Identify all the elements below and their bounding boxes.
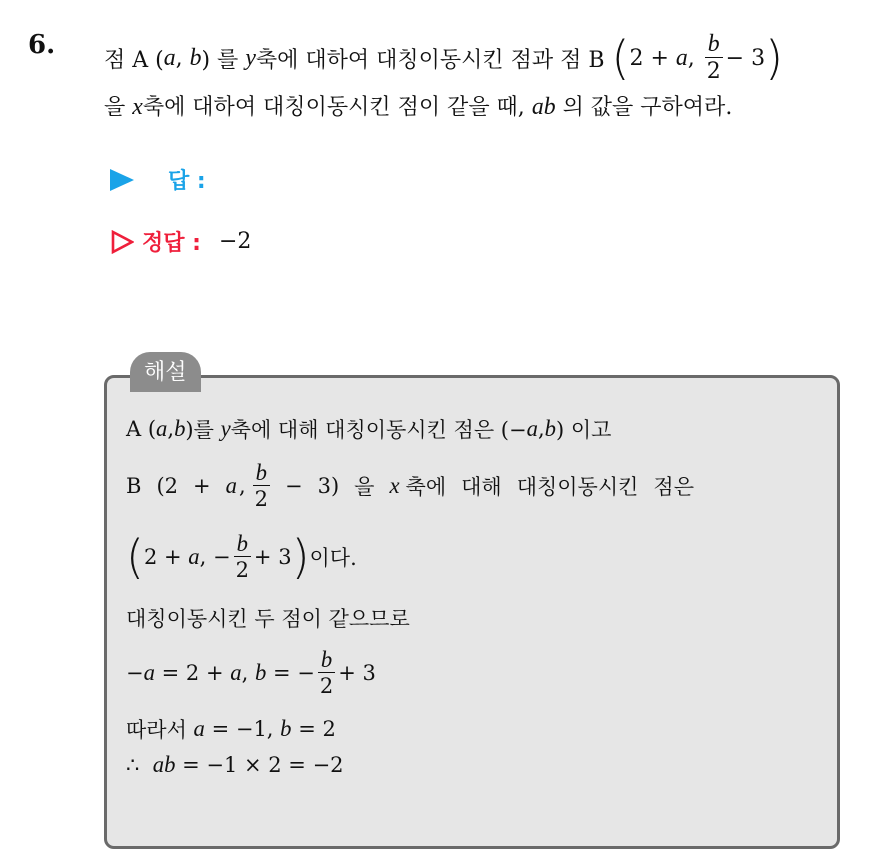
ex1-comma: , [167, 417, 175, 441]
q1-comma: , [175, 45, 183, 71]
ex2-text-6: 3) [317, 474, 340, 498]
var-a: a [143, 660, 155, 685]
answer-label: 답 : [168, 169, 206, 194]
var-a: a [526, 416, 538, 441]
ex5-text-3: , [241, 661, 249, 685]
q2-text-3: 의 값을 구하여라. [562, 95, 733, 120]
therefore-symbol: ∴ [126, 753, 140, 777]
ex5-text-2: = 2 + [161, 661, 224, 685]
explanation-line-3 [126, 528, 357, 586]
explanation-line-5 [126, 645, 376, 701]
var-a: a [230, 660, 242, 685]
var-a: a [193, 716, 205, 741]
var-a: a [156, 416, 168, 441]
fraction-b-over-2 [318, 646, 335, 699]
answer-row [110, 164, 206, 195]
correct-label: 정답 : [142, 231, 201, 256]
var-b: b [544, 416, 556, 441]
problem-number: 6. [28, 30, 56, 60]
explanation-line-2 [126, 458, 709, 514]
fraction-denominator: 2 [235, 558, 249, 583]
ex7-text-2: = −1 × 2 = −2 [182, 753, 344, 777]
var-b: b [280, 716, 292, 741]
explanation-tag: 해설 [130, 352, 201, 392]
var-a: a [225, 473, 237, 498]
ex6-text-3: = 2 [298, 717, 336, 741]
fraction-numerator: b [253, 462, 270, 487]
correct-value: −2 [218, 229, 252, 254]
explanation-line-4 [126, 603, 410, 633]
ex4-text: 대칭이동시킨 두 점이 같으므로 [126, 607, 410, 631]
q2-text-2: 축에 대하여 대칭이동시킨 점이 같을 때, [142, 95, 525, 120]
q1-text-3: 축에 대하여 대칭이동시킨 점과 점 B [255, 47, 605, 73]
fraction-denominator: 2 [319, 674, 334, 699]
ex2-text-3: + [193, 474, 211, 498]
ex1-text-3: 축에 대해 대칭이동시킨 점은 (− [230, 418, 527, 442]
left-paren: ( [611, 31, 630, 85]
ex2-text-7: 을 [354, 475, 375, 499]
fraction-numerator: b [705, 33, 723, 59]
fraction-b-over-2 [253, 459, 270, 512]
ex1-text-1: A ( [126, 417, 157, 441]
ex5-text-4: = − [272, 661, 315, 685]
ex2-text-1: B [126, 474, 142, 498]
var-b: b [174, 416, 186, 441]
ex2-text-5: − [284, 474, 303, 498]
q1-text-2: ) 를 [201, 47, 239, 73]
outline-triangle-icon [110, 230, 134, 254]
fraction-numerator: b [234, 533, 251, 558]
var-y: y [245, 44, 256, 71]
var-x: x [389, 473, 400, 498]
ex3-text-4: 이다. [309, 546, 357, 570]
var-b: b [189, 44, 202, 71]
filled-triangle-icon [110, 169, 134, 191]
q1-text-1: 점 A ( [104, 47, 164, 73]
ex2-text-9: 대해 [461, 475, 502, 499]
problem-line-2 [104, 90, 732, 121]
fraction-numerator: b [318, 649, 335, 674]
var-ab: ab [531, 94, 556, 120]
q2-text-1: 을 [104, 95, 126, 120]
ex1-text-2: )를 [185, 418, 214, 442]
ex2-text-10: 대칭이동시킨 [516, 475, 639, 499]
ex3-text-2: , − [199, 545, 231, 569]
explanation-line-6 [126, 714, 336, 744]
ex1-text-4: ) 이고 [555, 418, 612, 442]
ex1-comma: , [537, 417, 545, 441]
var-a: a [163, 44, 176, 71]
ex2-text-4: , [238, 474, 246, 498]
fraction-b-over-2 [234, 530, 251, 583]
ex6-text-2: = −1, [211, 717, 274, 741]
var-ab: ab [152, 752, 176, 777]
explanation-line-1 [126, 414, 611, 444]
explanation-line-7 [126, 752, 344, 778]
ex2-text-11: 점은 [653, 475, 694, 499]
ex6-text-1: 따라서 [126, 718, 187, 742]
ex5-text-1: − [126, 661, 144, 685]
fraction-denominator: 2 [706, 59, 721, 85]
problem-line-1 [104, 32, 783, 84]
var-a: a [675, 44, 688, 71]
correct-answer-row [110, 226, 251, 257]
var-y: y [220, 416, 231, 441]
var-x: x [132, 94, 143, 120]
right-paren: ) [291, 530, 310, 584]
q1-comma: , [687, 45, 695, 71]
fraction-denominator: 2 [254, 487, 268, 512]
fraction-b-over-2 [705, 30, 723, 85]
right-paren: ) [765, 31, 784, 85]
ex2-text-2: (2 [156, 474, 178, 498]
q1-text-4: 2 + [629, 45, 669, 71]
ex2-text-8: 축에 [405, 475, 447, 499]
q1-text-5: − 3 [725, 45, 766, 71]
var-b: b [254, 660, 267, 685]
ex5-text-5: + 3 [338, 661, 376, 685]
var-a: a [188, 544, 200, 569]
ex3-text-1: 2 + [143, 545, 182, 569]
ex3-text-3: + 3 [253, 545, 292, 569]
left-paren: ( [126, 530, 144, 584]
